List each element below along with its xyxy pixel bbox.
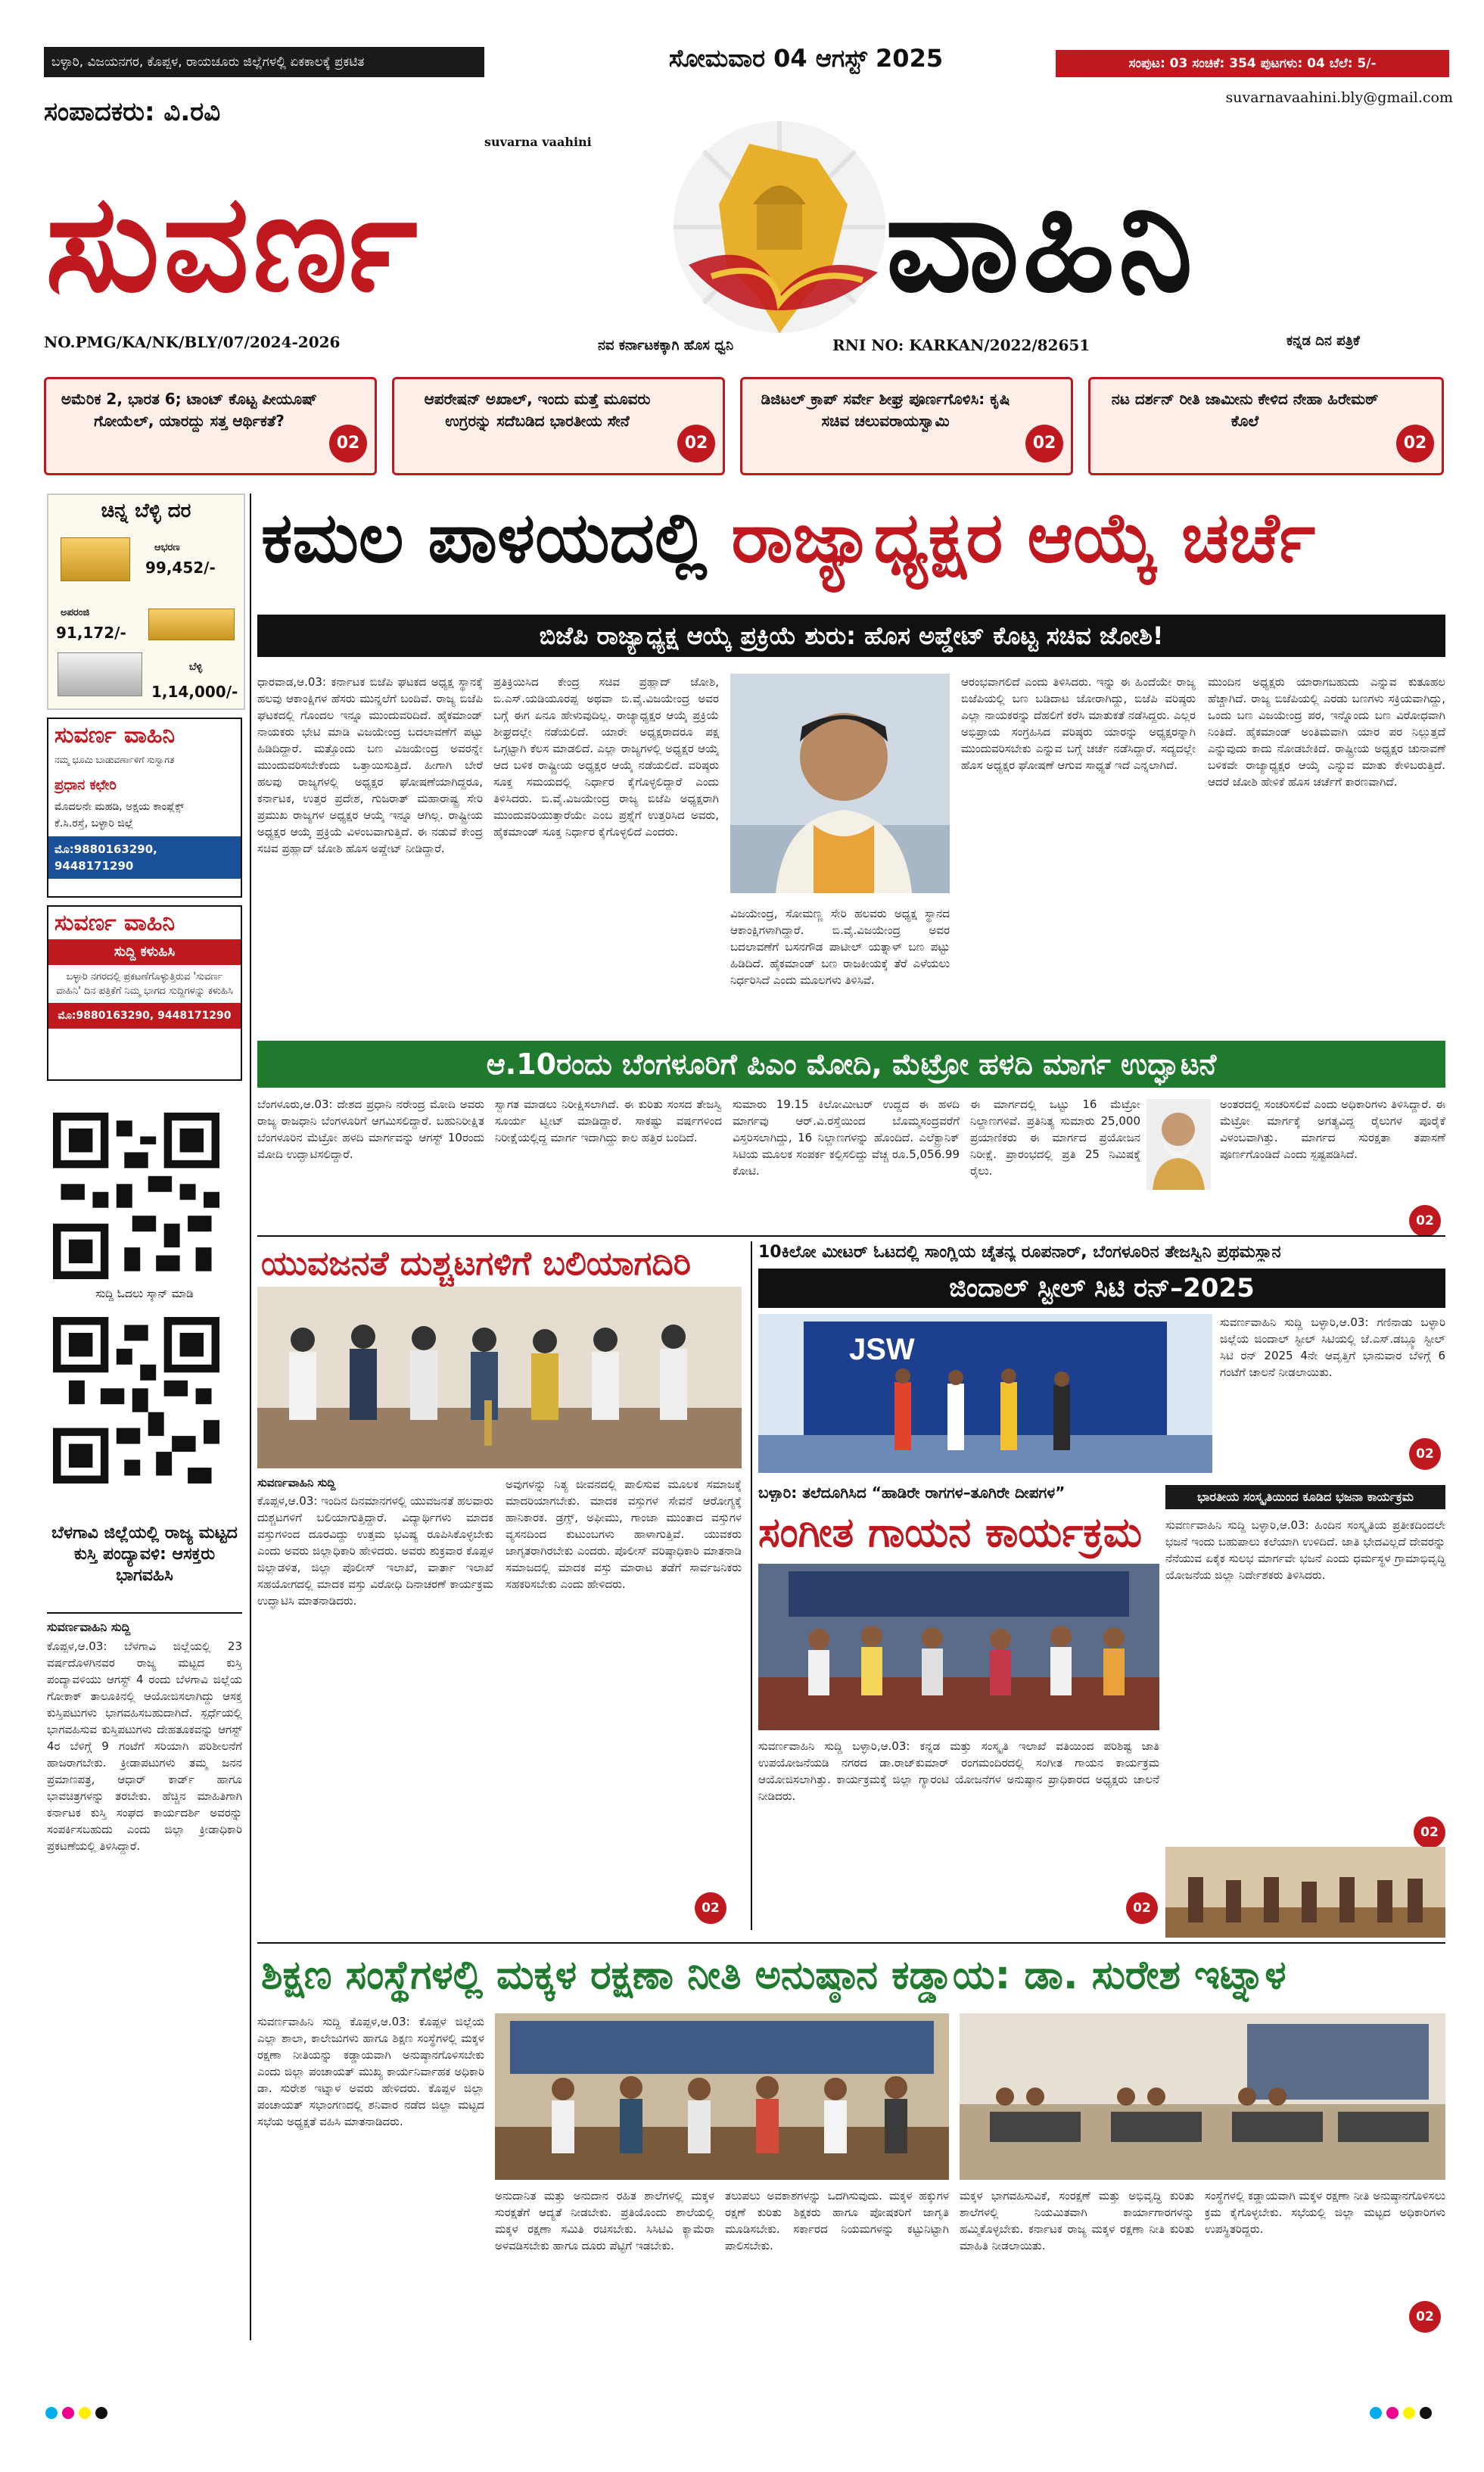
qr-code-icon[interactable] [53,1113,219,1279]
teaser-text: ಅಮೆರಿಕ 2, ಭಾರತ 6; ಟಾಂಟ್ ಕೊಟ್ಟ ಪೀಯೂಷ್ ಗೋಯೆಲ್, ಯಾರದ್ದು ಸತ್ತ ಆರ್ಥಿಕತೆ? [61,390,318,430]
event-image [960,2013,1445,2180]
page-badge: 02 [1409,2301,1441,2333]
gold-biscuit-icon [148,609,235,640]
masthead-right: ವಾಹಿನಿ [885,168,1196,319]
metro-col-3: ಸುಮಾರು 19.15 ಕಿಲೋಮೀಟರ್ ಉದ್ದದ ಈ ಹಳದಿ ಮಾರ್ಗವು ಆರ್.ವಿ.ರಸ್ತೆಯಿಂದ ಬೊಮ್ಮಸಂದ್ರವರೆಗೆ ವಿಸ್ತರಿಸಲಾಗಿದ್ದು, 16 ನಿಲ್ದಾಣಗಳನ್ನು ಹೊಂದಿದೆ. ಎಲೆಕ್ಟ್ರಾನಿಕ್ ಸಿಟಿಯ ಮೂಲಕ ಸಂಪರ್ಕ ಕಲ್ಪಿಸಲಿದ್ದು ವೆಚ್ಚ ರೂ.5,056.99 ಕೋಟಿ. [733,1097,960,1178]
gold22-price: 99,452/- [145,559,216,577]
ad-office-title: ಪ್ರಧಾನ ಕಛೇರಿ [54,777,117,793]
teaser-card[interactable] [392,377,725,475]
event-image [495,2013,949,2180]
divider [257,1942,1445,1944]
ad-phone[interactable]: ಮೊ:9880163290, 9448171290 [48,836,241,879]
karnataka-emblem-icon [666,114,893,356]
gold24-price: 91,172/- [56,624,126,642]
lead-col-3: ಆರಂಭವಾಗಲಿದೆ ಎಂದು ತಿಳಿಸಿದರು. ಇನ್ನು ಈ ಹಿಂದೆಯೇ ರಾಜ್ಯ ಬಿಜೆಪಿಯಲ್ಲಿ ಬಣ ಬಡಿದಾಟ ಜೋರಾಗಿದ್ದು, ಬಿಜೆಪಿ ವರಿಷ್ಠರು ಎಲ್ಲಾ ನಾಯಕರನ್ನು ದೆಹಲಿಗೆ ಕರೆಸಿ ಮಾತುಕತೆ ನಡೆಸಿದ್ದರು. ಎಲ್ಲರ ಅಭಿಪ್ರಾಯ ಸಂಗ್ರಹಿಸಿದ ವರಿಷ್ಠರು ಯಾರನ್ನು ಅಧ್ಯಕ್ಷರನ್ನಾಗಿ ಮುಂದುವರಿಸಬೇಕು ಎನ್ನುವ ಬಗ್ಗೆ ಚರ್ಚೆ ನಡೆಸಿದ್ದಾರೆ. ಸದ್ಯದಲ್ಲೇ ಹೊಸ ಅಧ್ಯಕ್ಷರ ಘೋಷಣೆ ಆಗುವ ಸಾಧ್ಯತೆ ಇದೆ ಎನ್ನಲಾಗಿದೆ. [961,675,1196,772]
jindal-topline: 10ಕಿಲೋ ಮೀಟರ್ ಓಟದಲ್ಲಿ ಸಾಂಗ್ಲಿಯ ಚೈತನ್ಯ ರೂಪನಾರ್, ಬೆಂಗಳೂರಿನ ತೇಜಸ್ವಿನಿ ಪ್ರಥಮಸ್ಥಾನ [758,1243,1281,1262]
english-name: suvarna vaahini [484,135,592,149]
page-badge: 02 [1409,1438,1441,1470]
gold24-label: ಅಪರಂಜಿ [61,607,90,618]
side-headline: ಬೆಳಗಾವಿ ಜಿಲ್ಲೆಯಲ್ಲಿ ರಾಜ್ಯ ಮಟ್ಟದ ಕುಸ್ತಿ ಪಂದ್ಯಾವಳಿ: ಆಸಕ್ತರು ಭಾಗವಹಿಸಿ [51,1524,238,1585]
ad-brand: ಸುವರ್ಣ ವಾಹಿನಿ [48,907,241,939]
silver-label: ಬೆಳ್ಳಿ [189,662,203,673]
silver-price: 1,14,000/- [151,683,238,701]
youth-headline: ಯುವಜನತೆ ದುಶ್ಚಟಗಳಿಗೆ ಬಲಿಯಾಗದಿರಿ [261,1244,692,1283]
edu-col-2: ಅನುದಾನಿತ ಮತ್ತು ಅನುದಾನ ರಹಿತ ಶಾಲೆಗಳಲ್ಲಿ ಮಕ್ಕಳ ಸುರಕ್ಷತೆಗೆ ಆದ್ಯತೆ ನೀಡಬೇಕು. ಪ್ರತಿಯೊಂದು ಶಾಲೆಯಲ್ಲಿ ಮಕ್ಕಳ ರಕ್ಷಣಾ ಸಮಿತಿ ರಚಿಸಬೇಕು. ಸಿಸಿಟಿವಿ ಕ್ಯಾಮೆರಾ ಅಳವಡಿಸಬೇಕು ಹಾಗೂ ದೂರು ಪೆಟ್ಟಿಗೆ ಇಡಬೇಕು. [495,2189,714,2253]
ad-address: ಮೊದಲನೇ ಮಹಡಿ, ಅಕ್ಷಯ ಕಾಂಪ್ಲೆಕ್ಸ್ [54,801,185,813]
edu-photo-1 [495,2013,949,2180]
ad-sub: ನಮ್ಮ ಭೂಮಿ ಬಾಡುವರ್ಣಾಳಿಗೆ ಸುಸ್ವಾಗತ [54,755,175,765]
rni-number: RNI NO: KARKAN/2022/82651 [832,336,1090,354]
event-image [1165,1847,1445,1938]
metro-col-4: ಈ ಮಾರ್ಗದಲ್ಲಿ ಒಟ್ಟು 16 ಮೆಟ್ರೋ ನಿಲ್ದಾಣಗಳಿವೆ. ಪ್ರತಿನಿತ್ಯ ಸುಮಾರು 25,000 ಪ್ರಯಾಣಿಕರು ಈ ಮಾರ್ಗದ ಪ್ರಯೋಜನ ನಿರೀಕ್ಷೆ. ಪ್ರಾರಂಭದಲ್ಲಿ ಪ್ರತಿ 25 ನಿಮಿಷಕ್ಕೆ ರೈಲು. [970,1097,1140,1178]
news-submit-ad [47,905,242,1081]
portrait-image [730,674,950,893]
qr-code-icon[interactable] [53,1317,219,1484]
jindal-headline: ಜಿಂದಾಲ್ ಸ್ಟೀಲ್ ಸಿಟಿ ರನ್‌–2025 [758,1269,1445,1308]
page-badge: 02 [695,1892,726,1924]
metro-col-5: ಅಂತರದಲ್ಲಿ ಸಂಚರಿಸಲಿವೆ ಎಂದು ಅಧಿಕಾರಿಗಳು ತಿಳಿಸಿದ್ದಾರೆ. ಈ ಮೆಟ್ರೋ ಮಾರ್ಗಕ್ಕೆ ಅಗತ್ಯವಿದ್ದ ರೈಲುಗಳ ಪೂರೈಕೆ ವಿಳಂಬವಾಗಿತ್ತು. ಮಾರ್ಗದ ಸುರಕ್ಷತಾ ತಪಾಸಣೆ ಪೂರ್ಣಗೊಂಡಿದೆ ಎಂದು ಸ್ಪಷ್ಟಪಡಿಸಿದೆ. [1220,1097,1445,1161]
page-badge: 02 [1126,1892,1158,1924]
masthead-left: ಸುವರ್ಣ [45,168,421,319]
svg-text:JSW: JSW [849,1333,915,1366]
lead-col-2: ಪ್ರತಿಕ್ರಿಯಿಸಿದ ಕೇಂದ್ರ ಸಚಿವ ಪ್ರಹ್ಲಾದ್ ಜೋಶಿ, ಬಿ.ಎಸ್.ಯಡಿಯೂರಪ್ಪ ಅಥವಾ ಬಿ.ವೈ.ವಿಜಯೇಂದ್ರ ಅವರ ಬಗ್ಗೆ ಈಗ ಏನೂ ಹೇಳುವುದಿಲ್ಲ. ರಾಜ್ಯಾಧ್ಯಕ್ಷರ ಆಯ್ಕೆ ಪ್ರಕ್ರಿಯೆ ಶೀಘ್ರದಲ್ಲೇ ನಡೆಯಲಿದೆ. ಯಾರೇ ಅಧ್ಯಕ್ಷರಾದರೂ ಪಕ್ಷ ಒಗ್ಗಟ್ಟಾಗಿ ಕೆಲಸ ಮಾಡಲಿದೆ. ಎಲ್ಲಾ ರಾಜ್ಯಗಳಲ್ಲಿ ಅಧ್ಯಕ್ಷರ ಆಯ್ಕೆ ಆದ ಬಳಿಕ ರಾಷ್ಟ್ರೀಯ ಅಧ್ಯಕ್ಷರ ಆಯ್ಕೆ ನಡೆಯಲಿದೆ. ವರಿಷ್ಠರು ಸೂಕ್ತ ಸಮಯದಲ್ಲಿ ನಿರ್ಧಾರ ಕೈಗೊಳ್ಳಲಿದ್ದಾರೆ ಎಂದು ತಿಳಿಸಿದರು. ಬಿ.ವೈ.ವಿಜಯೇಂದ್ರ ರಾಜ್ಯ ಬಿಜೆಪಿ ಅಧ್ಯಕ್ಷರಾಗಿ ಮುಂದುವರಿಯುತ್ತಾರೆಯೇ ಎಂಬ ಪ್ರಶ್ನೆಗೆ ಉತ್ತರಿಸಿದ ಅವರು, ಹೈಕಮಾಂಡ್ ಸೂಕ್ತ ನಿರ್ಧಾರ ಕೈಗೊಳ್ಳಲಿದೆ ಎಂದರು. [493,675,719,839]
dateline: ಸುವರ್ಣವಾಹಿನಿ ಸುದ್ದಿ [257,1476,336,1490]
metro-headline: ಆ.10ರಂದು ಬೆಂಗಳೂರಿಗೆ ಪಿಎಂ ಮೋದಿ, ಮೆಟ್ರೋ ಹಳದಿ ಮಾರ್ಗ ಉದ್ಘಾಟನೆ [257,1041,1445,1088]
jindal-text: ಸುವರ್ಣವಾಹಿನಿ ಸುದ್ದಿ ಬಳ್ಳಾರಿ,ಆ.03: ಗಣಿನಾಡು ಬಳ್ಳಾರಿ ಜಿಲ್ಲೆಯ ಜಿಂದಾಲ್ ಸ್ಟೀಲ್ ಸಿಟಿಯಲ್ಲಿ ಜೆ.ಎಸ್.ಡಬ್ಲ್ಯೂ ಸ್ಟೀಲ್ ಸಿಟಿ ರನ್ 2025 4ನೇ ಆವೃತ್ತಿಗೆ ಭಾನುವಾರ ಬೆಳಿಗ್ಗೆ 6 ಗಂಟೆಗೆ ಚಾಲನೆ ನೀಡಲಾಯಿತು. [1220,1315,1445,1379]
cultural-topline: ಭಾರತೀಯ ಸಂಸ್ಕೃತಿಯಿಂದ ಕೂಡಿದ ಭಜನಾ ಕಾರ್ಯಕ್ರಮ [1165,1485,1445,1509]
music-headline: ಸಂಗೀತ ಗಾಯನ ಕಾರ್ಯಕ್ರಮ [758,1508,1143,1556]
sidebar-divider [250,493,251,2340]
registration-marks [45,2407,112,2422]
dateline: ಸುವರ್ಣವಾಹಿನಿ ಸುದ್ದಿ [47,1620,131,1634]
edu-col-3: ತಲುಪಲು ಅವಕಾಶಗಳನ್ನು ಒದಗಿಸುವುದು. ಮಕ್ಕಳ ಹಕ್ಕುಗಳ ರಕ್ಷಣೆ ಕುರಿತು ಶಿಕ್ಷಕರು ಹಾಗೂ ಪೋಷಕರಿಗೆ ಜಾಗೃತಿ ಮೂಡಿಸಬೇಕು. ಸರ್ಕಾರದ ನಿಯಮಗಳನ್ನು ಕಟ್ಟುನಿಟ್ಟಾಗಿ ಪಾಲಿಸಬೇಕು. [725,2189,949,2253]
metro-col-2: ಸ್ವಾಗತ ಮಾಡಲು ನಿರೀಕ್ಷಿಸಲಾಗಿದೆ. ಈ ಕುರಿತು ಸಂಸದ ತೇಜಸ್ವಿ ಸೂರ್ಯ ಟ್ವೀಟ್ ಮಾಡಿದ್ದಾರೆ. ಸಾಕಷ್ಟು ವರ್ಷಗಳಿಂದ ನಿರೀಕ್ಷೆಯಲ್ಲಿದ್ದ ಮಾರ್ಗ ಇದಾಗಿದ್ದು ಕಾಲ ಹತ್ತಿರ ಬಂದಿದೆ. [495,1097,722,1144]
teaser-card[interactable] [44,377,377,475]
office-ad [47,718,242,898]
tagline: ನವ ಕರ್ನಾಟಕಕ್ಕಾಗಿ ಹೊಸ ಧ್ವನಿ [598,338,734,353]
youth-col-1: ಕೊಪ್ಪಳ,ಆ.03: ಇಂದಿನ ದಿನಮಾನಗಳಲ್ಲಿ ಯುವಜನತೆ ಹಲವಾರು ದುಶ್ಚಟಗಳಿಗೆ ಬಲಿಯಾಗುತ್ತಿದ್ದಾರೆ. ವಿದ್ಯಾರ್ಥಿಗಳು ಮಾದಕ ವಸ್ತುಗಳಿಂದ ದೂರವಿದ್ದು ಉತ್ತಮ ಭವಿಷ್ಯ ರೂಪಿಸಿಕೊಳ್ಳಬೇಕು ಎಂದು ಅವರು ಜಿಲ್ಲಾಧಿಕಾರಿ ಹೇಳಿದರು. ಅವರು ಶುಕ್ರವಾರ ಕೊಪ್ಪಳ ಜಿಲ್ಲಾಡಳಿತ, ಜಿಲ್ಲಾ ಪೊಲೀಸ್ ಇಲಾಖೆ, ವಾರ್ತಾ ಇಲಾಖೆ ಸಹಯೋಗದಲ್ಲಿ ಮಾದಕ ವಸ್ತು ವಿರೋಧಿ ದಿನಾಚರಣೆ ಕಾರ್ಯಕ್ರಮ ಉದ್ಘಾಟಿಸಿ ಮಾತನಾಡಿದರು. [257,1494,493,1608]
daily-label: ಕನ್ನಡ ದಿನ ಪತ್ರಿಕೆ [1286,333,1360,349]
ad-brand: ಸುವರ್ಣ ವಾಹಿನಿ [48,719,241,752]
teaser-text: ಆಪರೇಷನ್ ಅಖಾಲ್, ಇಂದು ಮತ್ತೆ ಮೂವರು ಉಗ್ರರನ್ನು ಸದೆಬಡಿದ ಭಾರತೀಯ ಸೇನೆ [424,390,651,430]
event-image [758,1564,1159,1730]
lead-subhead: ಬಿಜೆಪಿ ರಾಜ್ಯಾಧ್ಯಕ್ಷ ಆಯ್ಕೆ ಪ್ರಕ್ರಿಯೆ ಶುರು: ಹೊಸ ಅಪ್ಡೇಟ್ ಕೊಟ್ಟ ಸಚಿವ ಜೋಶಿ! [257,615,1445,657]
edu-col-1: ಸುವರ್ಣವಾಹಿನಿ ಸುದ್ದಿ ಕೊಪ್ಪಳ,ಆ.03: ಕೊಪ್ಪಳ ಜಿಲ್ಲೆಯ ಎಲ್ಲಾ ಶಾಲಾ, ಕಾಲೇಜುಗಳು ಹಾಗೂ ಶಿಕ್ಷಣ ಸಂಸ್ಥೆಗಳಲ್ಲಿ ಮಕ್ಕಳ ರಕ್ಷಣಾ ನೀತಿಯನ್ನು ಕಡ್ಡಾಯವಾಗಿ ಅನುಷ್ಠಾನಗೊಳಿಸಬೇಕು ಎಂದು ಜಿಲ್ಲಾ ಪಂಚಾಯತ್ ಮುಖ್ಯ ಕಾರ್ಯನಿರ್ವಾಹಕ ಅಧಿಕಾರಿ ಡಾ. ಸುರೇಶ ಇಟ್ನಾಳ ಅವರು ಹೇಳಿದರು. ಕೊಪ್ಪಳ ಜಿಲ್ಲಾ ಪಂಚಾಯತ್ ಸಭಾಂಗಣದಲ್ಲಿ ಶನಿವಾರ ನಡೆದ ಜಿಲ್ಲಾ ಮಟ್ಟದ ಸಭೆಯ ಅಧ್ಯಕ್ಷತೆ ವಹಿಸಿ ಮಾತನಾಡಿದರು. [257,2015,484,2128]
gold22-label: ಆಭರಣ [154,542,180,553]
gold-bar-icon [61,537,130,581]
lead-headline-black: ಕಮಲ ಪಾಳಯದಲ್ಲಿ [261,497,708,578]
registration-marks [1370,2407,1436,2422]
column-divider [751,1241,752,1930]
gold-rate-title: ಚಿನ್ನ ಬೆಳ್ಳಿ ದರ [101,500,191,522]
portrait-image [1146,1099,1211,1190]
event-image [758,1314,1212,1473]
music-photo [758,1564,1159,1730]
ad-head: ಸುದ್ದಿ ಕಳುಹಿಸಿ [48,939,241,965]
teaser-text: ಡಿಜಿಟಲ್ ಕ್ರಾಪ್ ಸರ್ವೇ ಶೀಘ್ರ ಪೂರ್ಣಗೊಳಿಸಿ: ಕೃಷಿ ಸಚಿವ ಚಲುವರಾಯಸ್ವಾಮಿ [761,390,1010,430]
youth-col-2: ಅವುಗಳನ್ನು ನಿತ್ಯ ಜೀವನದಲ್ಲಿ ಪಾಲಿಸುವ ಮೂಲಕ ಸಮಾಜಕ್ಕೆ ಮಾದರಿಯಾಗಬೇಕು. ಮಾದಕ ವಸ್ತುಗಳ ಸೇವನೆ ಆರೋಗ್ಯಕ್ಕೆ ಹಾನಿಕಾರಕ. ಡ್ರಗ್ಸ್, ಅಫೀಮು, ಗಾಂಜಾ ಮುಂತಾದ ವಸ್ತುಗಳ ವ್ಯಸನದಿಂದ ಕುಟುಂಬಗಳು ಹಾಳಾಗುತ್ತಿವೆ. ಯುವಕರು ಜಾಗೃತರಾಗಿರಬೇಕು ಎಂದರು. ಪೊಲೀಸ್ ವರಿಷ್ಠಾಧಿಕಾರಿ ಮಾತನಾಡಿ ಸಮಾಜದಲ್ಲಿ ಮಾದಕ ವಸ್ತು ಮಾರಾಟ ತಡೆಗೆ ಸಾರ್ವಜನಿಕರು ಸಹಕರಿಸಬೇಕು ಎಂದು ಹೇಳಿದರು. [506,1477,742,1591]
run-photo [758,1314,1212,1473]
contact-email[interactable]: suvarnavaahini.bly@gmail.com [1225,89,1453,106]
event-photo [257,1287,742,1468]
page-badge: 02 [1396,425,1434,462]
page-badge: 02 [677,425,715,462]
ad-body: ಬಳ್ಳಾರಿ ನಗರದಲ್ಲಿ ಪ್ರಕಟಣೆಗೊಳ್ಳುತ್ತಿರುವ 'ಸುವರ್ಣ ವಾಹಿನಿ' ದಿನ ಪತ್ರಿಕೆಗೆ ನಿಮ್ಮ ಭಾಗದ ಸುದ್ದಿಗಳನ್ನು ಕಳುಹಿಸಿ [56,971,233,997]
page-badge: 02 [1414,1817,1445,1848]
lead-col-1: ಧಾರವಾಡ,ಆ.03: ಕರ್ನಾಟಕ ಬಿಜೆಪಿ ಘಟಕದ ಅಧ್ಯಕ್ಷ ಸ್ಥಾನಕ್ಕೆ ಹಲವು ಆಕಾಂಕ್ಷಿಗಳ ಹೆಸರು ಮುನ್ನಲೆಗೆ ಬಂದಿವೆ. ರಾಜ್ಯ ಬಿಜೆಪಿ ಘಟಕದಲ್ಲಿ ಗೊಂದಲ ಇನ್ನೂ ಮುಂದುವರಿದಿದೆ. ಹೈಕಮಾಂಡ್ ನಾಯಕರು ಭೇಟಿ ಮಾಡಿ ವಿಜಯೇಂದ್ರ ಬದಲಾವಣೆಗೆ ಪಟ್ಟು ಹಿಡಿದಿದ್ದಾರೆ. ಮತ್ತೊಂದು ಬಣ ವಿಜಯೇಂದ್ರ ಅವರನ್ನೇ ಮುಂದುವರಿಸಬೇಕೆಂದು ಒತ್ತಾಯಿಸುತ್ತಿದೆ. ಹೀಗಾಗಿ ಬೇರೆ ಹಲವು ರಾಜ್ಯಗಳಲ್ಲಿ ಅಧ್ಯಕ್ಷರ ಘೋಷಣೆಯಾಗಿದ್ದರೂ, ಕರ್ನಾಟಕ, ಉತ್ತರ ಪ್ರದೇಶ, ಗುಜರಾತ್ ಮಹಾರಾಷ್ಟ್ರ ಸೇರಿ ಪ್ರಮುಖ ರಾಜ್ಯಗಳ ಅಧ್ಯಕ್ಷರ ಆಯ್ಕೆ ಇನ್ನೂ ಆಗಿಲ್ಲ. ರಾಷ್ಟ್ರೀಯ ಅಧ್ಯಕ್ಷರ ಆಯ್ಕೆ ಪ್ರಕ್ರಿಯೆ ವಿಳಂಬವಾಗುತ್ತಿದೆ. ಈ ನಡುವೆ ಕೇಂದ್ರ ಸಚಿವ ಪ್ರಹ್ಲಾದ್ ಜೋಶಿ ಹೊಸ ಅಪ್ಡೇಟ್ ನೀಡಿದ್ದಾರೆ. [257,675,483,855]
issue-info: ಸಂಪುಟ: 03 ಸಂಚಿಕೆ: 354 ಪುಟಗಳು: 04 ಬೆಲೆ: 5/- [1056,50,1449,77]
page-badge: 02 [1025,425,1063,462]
education-headline: ಶಿಕ್ಷಣ ಸಂಸ್ಥೆಗಳಲ್ಲಿ ಮಕ್ಕಳ ರಕ್ಷಣಾ ನೀತಿ ಅನುಷ್ಠಾನ ಕಡ್ಡಾಯ: ಡಾ. ಸುರೇಶ ಇಟ್ನಾಳ [261,1953,1286,1998]
gold-rate-box [47,493,245,710]
minister-photo [730,674,950,893]
ad-phone[interactable]: ಮೊ:9880163290, 9448171290 [48,1003,241,1029]
divider [47,1612,242,1614]
event-image [257,1287,742,1468]
pm-photo [1146,1099,1211,1190]
lead-col-4: ಮುಂದಿನ ಅಧ್ಯಕ್ಷರು ಯಾರಾಗಬಹುದು ಎನ್ನುವ ಕುತೂಹಲ ಹೆಚ್ಚಾಗಿದೆ. ರಾಜ್ಯ ಬಿಜೆಪಿಯಲ್ಲಿ ಎರಡು ಬಣಗಳು ಸಕ್ರಿಯವಾಗಿದ್ದು, ಒಂದು ಬಣ ವಿಜಯೇಂದ್ರ ಪರ, ಇನ್ನೊಂದು ಬಣ ವಿರೋಧವಾಗಿ ನಿಂತಿದೆ. ಹೈಕಮಾಂಡ್ ಅಂತಿಮವಾಗಿ ಯಾರ ಪರ ನಿಲ್ಲುತ್ತದೆ ಎನ್ನುವುದು ಕಾದು ನೋಡಬೇಕಿದೆ. ರಾಷ್ಟ್ರೀಯ ಅಧ್ಯಕ್ಷರ ಚುನಾವಣೆ ಬಳಿಕವೇ ರಾಜ್ಯಾಧ್ಯಕ್ಷರ ಆಯ್ಕೆ ಎನ್ನುವ ಮಾತು ಕೇಳಿಬರುತ್ತಿದೆ. ಆದರೆ ಜೋಶಿ ಹೇಳಿಕೆ ಹೊಸ ಚರ್ಚೆಗೆ ಕಾರಣವಾಗಿದೆ. [1208,675,1445,789]
metro-col-1: ಬೆಂಗಳೂರು,ಆ.03: ದೇಶದ ಪ್ರಧಾನಿ ನರೇಂದ್ರ ಮೋದಿ ಅವರು ರಾಜ್ಯ ರಾಜಧಾನಿ ಬೆಂಗಳೂರಿಗೆ ಆಗಮಿಸಲಿದ್ದಾರೆ. ಬಹುನಿರೀಕ್ಷಿತ ಬೆಂಗಳೂರಿನ ಮೆಟ್ರೋ ಹಳದಿ ಮಾರ್ಗವನ್ನು ಆಗಸ್ಟ್ 10ರಂದು ಮೋದಿ ಉದ್ಘಾಟಿಸಲಿದ್ದಾರೆ. [257,1097,484,1161]
edu-col-4: ಮಕ್ಕಳ ಭಾಗವಹಿಸುವಿಕೆ, ಸಂರಕ್ಷಣೆ ಮತ್ತು ಅಭಿವೃದ್ಧಿ ಕುರಿತು ಶಾಲೆಗಳಲ್ಲಿ ನಿಯಮಿತವಾಗಿ ಕಾರ್ಯಾಗಾರಗಳನ್ನು ಹಮ್ಮಿಕೊಳ್ಳಬೇಕು. ಕರ್ನಾಟಕ ರಾಜ್ಯ ಮಕ್ಕಳ ರಕ್ಷಣಾ ನೀತಿ ಕುರಿತು ಮಾಹಿತಿ ನೀಡಲಾಯಿತು. [960,2189,1194,2253]
silver-bar-icon [58,652,142,696]
edu-col-5: ಸಂಸ್ಥೆಗಳಲ್ಲಿ ಕಡ್ಡಾಯವಾಗಿ ಮಕ್ಕಳ ರಕ್ಷಣಾ ನೀತಿ ಅನುಷ್ಠಾನಗೊಳಿಸಲು ಕ್ರಮ ಕೈಗೊಳ್ಳಬೇಕು. ಸಭೆಯಲ್ಲಿ ಜಿಲ್ಲಾ ಮಟ್ಟದ ಅಧಿಕಾರಿಗಳು ಉಪಸ್ಥಿತರಿದ್ದರು. [1205,2189,1445,2236]
qr-label: ಸುದ್ದಿ ಓದಲು ಸ್ಕಾನ್ ಮಾಡಿ [95,1287,194,1300]
teaser-card[interactable] [1088,377,1444,475]
lead-headline-red: ರಾಜ್ಯಾಧ್ಯಕ್ಷರ ಆಯ್ಕೆ ಚರ್ಚೆ [731,497,1316,578]
lead-headline [261,497,1315,580]
cultural-text: ಸುವರ್ಣವಾಹಿನಿ ಸುದ್ದಿ ಬಳ್ಳಾರಿ,ಆ.03: ಹಿಂದಿನ ಸಂಸ್ಕೃತಿಯ ಪ್ರತೀಕದಿಂದಲೇ ಭಜನೆ ಇಂದು ಬಹುಪಾಲು ಕಲೆಯಾಗಿ ಉಳಿದಿದೆ. ಜಾತಿ ಭೇದವಿಲ್ಲದೆ ದೇವರನ್ನು ನೆನೆಯುವ ಏಕೈಕ ಸುಲಭ ಮಾರ್ಗವೇ ಭಜನೆ ಎಂದು ಧರ್ಮಸ್ಥಳ ಗ್ರಾಮಾಭಿವೃದ್ಧಿ ಯೋಜನೆಯ ಜಿಲ್ಲಾ ನಿರ್ದೇಶಕರು ತಿಳಿಸಿದರು. [1165,1518,1445,1582]
editor-line: ಸಂಪಾದಕರು: ವಿ.ರವಿ [44,97,221,127]
wrestling-article: ಕೊಪ್ಪಳ,ಆ.03: ಬೆಳಗಾವಿ ಜಿಲ್ಲೆಯಲ್ಲಿ 23 ವರ್ಷದೊಳಗಿನವರ ರಾಜ್ಯ ಮಟ್ಟದ ಕುಸ್ತಿ ಪಂದ್ಯಾವಳಿಯು ಆಗಸ್ಟ್ 4 ರಂದು ಬೆಳಗಾವಿ ಜಿಲ್ಲೆಯ ಗೋಕಾಕ್ ತಾಲೂಕಿನಲ್ಲಿ ಆಯೋಜಿಸಲಾಗಿದ್ದು ಆಸಕ್ತ ಕುಸ್ತಿಪಟುಗಳು ಭಾಗವಹಿಸಬಹುದಾಗಿದೆ. ಸ್ಪರ್ಧೆಯಲ್ಲಿ ಭಾಗವಹಿಸುವ ಕುಸ್ತಿಪಟುಗಳು ದೇಹತೂಕವನ್ನು ಆಗಸ್ಟ್ 4ರ ಬೆಳಿಗ್ಗೆ 9 ಗಂಟೆಗೆ ಸರಿಯಾಗಿ ಪರಿಶೀಲನೆಗೆ ಹಾಜರಾಗಬೇಕು. ಕ್ರೀಡಾಪಟುಗಳು ತಮ್ಮ ಜನನ ಪ್ರಮಾಣಪತ್ರ, ಆಧಾರ್ ಕಾರ್ಡ್ ಹಾಗೂ ಭಾವಚಿತ್ರಗಳನ್ನು ತರಬೇಕು. ಹೆಚ್ಚಿನ ಮಾಹಿತಿಗಾಗಿ ಕರ್ನಾಟಕ ಕುಸ್ತಿ ಸಂಘದ ಕಾರ್ಯದರ್ಶಿ ಅವರನ್ನು ಸಂಪರ್ಕಿಸಬಹುದು ಎಂದು ಜಿಲ್ಲಾ ಕ್ರೀಡಾಧಿಕಾರಿ ಪ್ರಕಟಣೆಯಲ್ಲಿ ತಿಳಿಸಿದ್ದಾರೆ. [47,1639,242,1853]
cultural-photo [1165,1847,1445,1938]
teaser-text: ನಟ ದರ್ಶನ್ ರೀತಿ ಜಾಮೀನು ಕೇಳಿದ ನೇಹಾ ಹಿರೇಮಠ್ ಕೊಲೆ [1111,390,1379,430]
ad-city: ಕೆ.ಸಿ.ರಸ್ತೆ, ಬಳ್ಳಾರಿ ಜಿಲ್ಲೆ [54,817,134,830]
music-topline: ಬಳ್ಳಾರಿ: ತಲೆದೂಗಿಸಿದ “ಹಾಡಿರೇ ರಾಗಗಳ–ತೂಗಿರೇ ದೀಪಗಳ” [758,1484,1066,1502]
music-text: ಸುವರ್ಣವಾಹಿನಿ ಸುದ್ದಿ ಬಳ್ಳಾರಿ,ಆ.03: ಕನ್ನಡ ಮತ್ತು ಸಂಸ್ಕೃತಿ ಇಲಾಖೆ ವತಿಯಿಂದ ಪರಿಶಿಷ್ಟ ಜಾತಿ ಉಪಯೋಜನೆಯಡಿ ನಗರದ ಡಾ.ರಾಜ್‌ಕುಮಾರ್ ರಂಗಮಂದಿರದಲ್ಲಿ ಸಂಗೀತ ಗಾಯನ ಕಾರ್ಯಕ್ರಮ ಆಯೋಜಿಸಲಾಗಿತ್ತು. ಕಾರ್ಯಕ್ರಮಕ್ಕೆ ಜಿಲ್ಲಾ ಗ್ಯಾರಂಟಿ ಯೋಜನೆಗಳ ಅನುಷ್ಠಾನ ಪ್ರಾಧಿಕಾರದ ಅಧ್ಯಕ್ಷರು ಚಾಲನೆ ನೀಡಿದರು. [758,1739,1159,1803]
page-badge: 02 [329,425,367,462]
registration-number: NO.PMG/KA/NK/BLY/07/2024-2026 [44,333,341,351]
lead-col-3b: ವಿಜಯೇಂದ್ರ, ಸೋಮಣ್ಣ ಸೇರಿ ಹಲವರು ಅಧ್ಯಕ್ಷ ಸ್ಥಾನದ ಆಕಾಂಕ್ಷಿಗಳಾಗಿದ್ದಾರೆ. ಬಿ.ವೈ.ವಿಜಯೇಂದ್ರ ಅವರ ಬದಲಾವಣೆಗೆ ಬಸನಗೌಡ ಪಾಟೀಲ್ ಯತ್ನಾಳ್ ಬಣ ಪಟ್ಟು ಹಿಡಿದಿದೆ. ಹೈಕಮಾಂಡ್ ಬಣ ರಾಜಕೀಯಕ್ಕೆ ತೆರೆ ಎಳೆಯಲು ನಿರ್ಧರಿಸಿದೆ ಎಂದು ಮೂಲಗಳು ತಿಳಿಸಿವೆ. [730,907,950,987]
page-badge: 02 [1409,1205,1441,1237]
divider [257,1235,1445,1237]
regions-strip: ಬಳ್ಳಾರಿ, ವಿಜಯನಗರ, ಕೊಪ್ಪಳ, ರಾಯಚೂರು ಜಿಲ್ಲೆಗಳಲ್ಲಿ ಏಕಕಾಲಕ್ಕೆ ಪ್ರಕಟಿತ [44,47,484,77]
teaser-card[interactable] [740,377,1073,475]
edu-photo-2 [960,2013,1445,2180]
issue-date: ಸೋಮವಾರ 04 ಆಗಸ್ಟ್ 2025 [668,44,944,73]
